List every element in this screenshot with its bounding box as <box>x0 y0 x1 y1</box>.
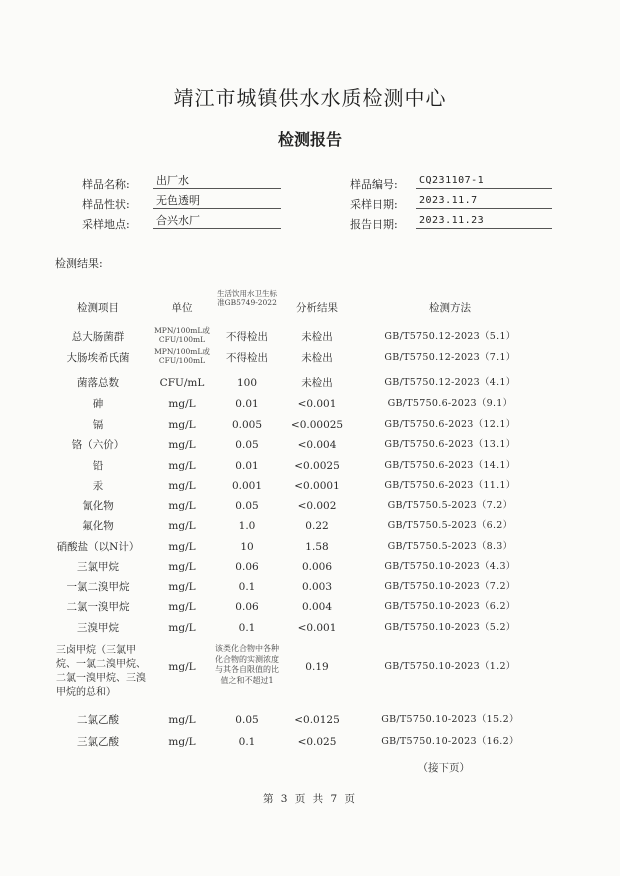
row-unit: mg/L <box>168 419 196 431</box>
row-method: GB/T5750.12-2023（7.1） <box>384 352 516 363</box>
row-item: 二氯一溴甲烷 <box>66 601 130 613</box>
row-method: GB/T5750.12-2023（5.1） <box>384 331 516 342</box>
row-item: 氟化物 <box>82 520 114 532</box>
row-result: <0.0025 <box>294 460 340 472</box>
continued-note: （接下页） <box>417 762 470 774</box>
row-standard: 0.06 <box>235 601 259 613</box>
sample-state-value: 无色透明 <box>153 194 281 209</box>
row-result: 未检出 <box>301 352 333 364</box>
row-unit: mg/L <box>168 622 196 634</box>
row-unit: mg/L <box>168 541 196 553</box>
row-unit: mg/L <box>168 661 196 673</box>
row-unit: mg/L <box>168 398 196 410</box>
row-item: 一氯二溴甲烷 <box>66 581 130 593</box>
row-item: 砷 <box>92 398 104 410</box>
row-method: GB/T5750.5-2023（8.3） <box>387 541 513 552</box>
row-method: GB/T5750.10-2023（16.2） <box>381 736 519 747</box>
page-suffix: 页 <box>344 793 358 805</box>
row-method: GB/T5750.12-2023（4.1） <box>384 377 516 388</box>
row-item: 大肠埃希氏菌 <box>66 352 130 364</box>
row-method: GB/T5750.6-2023（13.1） <box>384 439 516 450</box>
row-result: 0.22 <box>305 520 329 532</box>
row-item: 总大肠菌群 <box>71 331 125 343</box>
row-unit: mg/L <box>168 460 196 472</box>
sampling-date-label: 采样日期: <box>350 198 398 211</box>
row-unit: mg/L <box>168 500 196 512</box>
row-item: 菌落总数 <box>77 377 119 389</box>
row-method: GB/T5750.6-2023（14.1） <box>384 460 516 471</box>
row-item: 汞 <box>92 480 104 492</box>
page-total: 7 <box>330 793 340 805</box>
results-label: 检测结果: <box>55 257 103 270</box>
sampling-date-value: 2023.11.7 <box>416 194 552 209</box>
row-standard: 0.01 <box>235 398 259 410</box>
row-item: 铬（六价） <box>71 439 125 451</box>
page-prefix: 第 <box>262 793 276 805</box>
row-method: GB/T5750.5-2023（7.2） <box>387 500 513 511</box>
row-result: <0.001 <box>297 398 337 410</box>
sampling-site-value: 合兴水厂 <box>153 214 281 229</box>
row-method: GB/T5750.6-2023（11.1） <box>384 480 516 491</box>
row-item: 二氯乙酸 <box>77 714 119 726</box>
row-result: <0.00025 <box>290 419 344 431</box>
row-standard: 0.05 <box>235 500 259 512</box>
row-unit: mg/L <box>168 714 196 726</box>
row-unit: MPN/100mL或CFU/100mL <box>154 347 210 365</box>
row-unit: mg/L <box>168 439 196 451</box>
header-item: 检测项目 <box>77 302 119 314</box>
row-standard: 10 <box>240 541 254 553</box>
row-unit: mg/L <box>168 561 196 573</box>
report-date-value: 2023.11.23 <box>416 214 552 229</box>
row-result: <0.002 <box>297 500 337 512</box>
row-item: 硝酸盐（以N计） <box>56 541 140 553</box>
row-unit: mg/L <box>168 581 196 593</box>
sample-name-value: 出厂水 <box>153 174 281 189</box>
row-method: GB/T5750.10-2023（4.3） <box>384 561 516 572</box>
row-result: <0.0001 <box>294 480 340 492</box>
row-result: <0.004 <box>297 439 337 451</box>
row-result: 未检出 <box>301 331 333 343</box>
row-item: 三氯甲烷 <box>77 561 119 573</box>
row-standard: 0.1 <box>238 581 256 593</box>
page-mid: 页 共 <box>294 793 326 805</box>
sample-no-value: CQ231107-1 <box>416 174 552 189</box>
header-result: 分析结果 <box>296 302 338 314</box>
report-title: 检测报告 <box>277 130 342 149</box>
row-standard: 0.06 <box>235 561 259 573</box>
row-result: <0.0125 <box>294 714 340 726</box>
row-method: GB/T5750.6-2023（9.1） <box>387 398 513 409</box>
sample-name-label: 样品名称: <box>82 178 130 191</box>
row-result: 0.004 <box>301 601 333 613</box>
row-standard: 0.1 <box>238 736 256 748</box>
row-item: 镉 <box>92 419 104 431</box>
row-unit: mg/L <box>168 736 196 748</box>
row-unit: mg/L <box>168 520 196 532</box>
row-result: <0.001 <box>297 622 337 634</box>
row-item: 氰化物 <box>82 500 114 512</box>
row-result: 1.58 <box>305 541 329 553</box>
row-item: 三溴甲烷 <box>77 622 119 634</box>
organization-title: 靖江市城镇供水水质检测中心 <box>173 86 447 110</box>
row-item: 三氯乙酸 <box>77 736 119 748</box>
row-unit: MPN/100mL或CFU/100mL <box>154 326 210 344</box>
row-unit: mg/L <box>168 480 196 492</box>
header-method: 检测方法 <box>429 302 471 314</box>
row-standard: 该类化合物中各种化合物的实测浓度与其各自限值的比值之和不超过1 <box>215 644 279 685</box>
row-method: GB/T5750.10-2023（6.2） <box>384 601 516 612</box>
row-standard: 100 <box>236 377 258 389</box>
row-result: 未检出 <box>301 377 333 389</box>
row-standard: 0.01 <box>235 460 259 472</box>
row-unit: CFU/mL <box>159 377 205 389</box>
row-result: 0.003 <box>301 581 333 593</box>
row-item: 三卤甲烷（三氯甲烷、一氯二溴甲烷、二氯一溴甲烷、三溴甲烷的总和） <box>56 645 146 698</box>
row-standard: 0.1 <box>238 622 256 634</box>
row-result: 0.006 <box>301 561 333 573</box>
row-standard: 0.001 <box>231 480 263 492</box>
report-date-label: 报告日期: <box>350 218 398 231</box>
row-standard: 不得检出 <box>226 331 268 343</box>
row-result: <0.025 <box>297 736 337 748</box>
header-standard: 生活饮用水卫生标准GB5749-2022 <box>217 289 277 307</box>
row-standard: 0.05 <box>235 439 259 451</box>
row-standard: 0.05 <box>235 714 259 726</box>
row-standard: 0.005 <box>231 419 263 431</box>
row-method: GB/T5750.10-2023（15.2） <box>381 714 519 725</box>
sampling-site-label: 采样地点: <box>82 218 130 231</box>
row-method: GB/T5750.5-2023（6.2） <box>387 520 513 531</box>
row-unit: mg/L <box>168 601 196 613</box>
row-method: GB/T5750.10-2023（7.2） <box>384 581 516 592</box>
row-standard: 不得检出 <box>226 352 268 364</box>
row-method: GB/T5750.10-2023（1.2） <box>384 661 516 672</box>
row-standard: 1.0 <box>238 520 256 532</box>
header-unit: 单位 <box>171 302 193 314</box>
page-number: 3 <box>280 793 290 805</box>
row-method: GB/T5750.10-2023（5.2） <box>384 622 516 633</box>
sample-state-label: 样品性状: <box>82 198 130 211</box>
page-footer <box>0 791 620 806</box>
sample-no-label: 样品编号: <box>350 178 398 191</box>
row-method: GB/T5750.6-2023（12.1） <box>384 419 516 430</box>
row-item: 铅 <box>92 460 104 472</box>
row-result: 0.19 <box>305 661 329 673</box>
